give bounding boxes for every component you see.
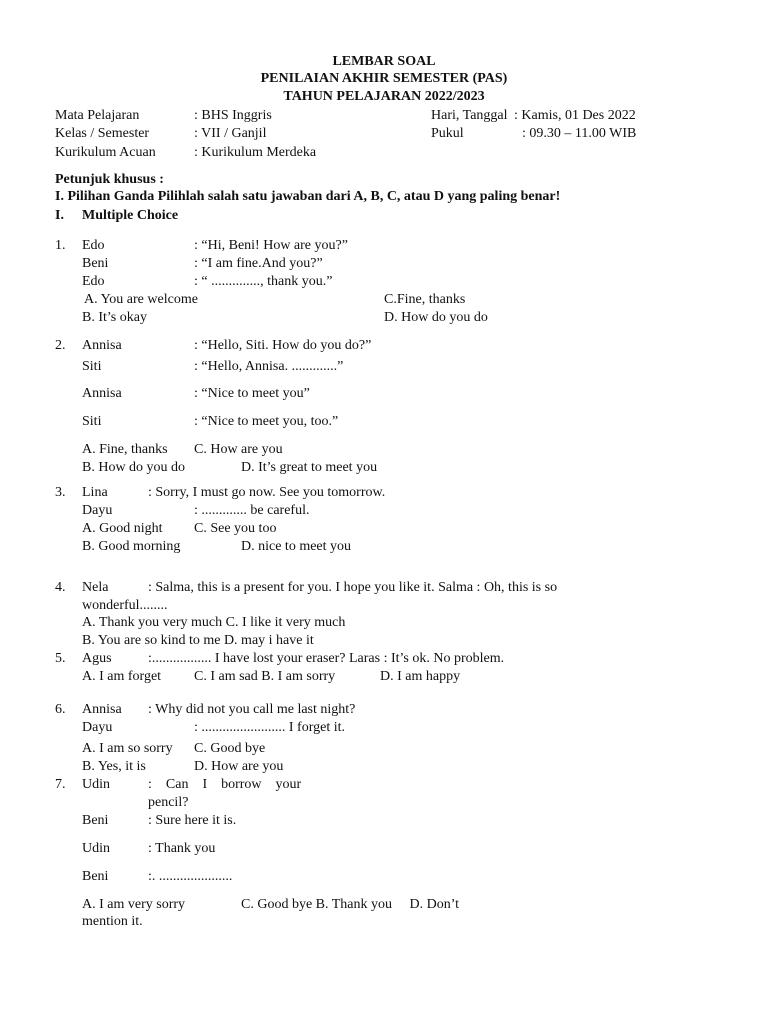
subject-label: Mata Pelajaran bbox=[55, 108, 140, 123]
time-value: : 09.30 – 11.00 WIB bbox=[522, 126, 637, 141]
dialogue-line: : “Nice to meet you” bbox=[194, 386, 310, 401]
speaker: Udin bbox=[82, 841, 110, 856]
date-value: : Kamis, 01 Des 2022 bbox=[514, 108, 636, 123]
question-number: 6. bbox=[55, 702, 66, 717]
dialogue-line: : “Nice to meet you, too.” bbox=[194, 414, 339, 429]
speaker: Edo bbox=[82, 238, 105, 253]
speaker: Annisa bbox=[82, 386, 122, 401]
option-a[interactable]: A. I am forget bbox=[82, 669, 162, 684]
instructions-heading: Petunjuk khusus : bbox=[55, 172, 164, 187]
option-b[interactable]: B. Good morning bbox=[82, 539, 181, 554]
speaker: Annisa bbox=[82, 702, 122, 717]
speaker: Beni bbox=[82, 813, 109, 828]
dialogue-line: : “Hi, Beni! How are you?” bbox=[194, 238, 348, 253]
speaker: Udin bbox=[82, 777, 110, 792]
speaker: Siti bbox=[82, 359, 102, 374]
dialogue-line: : Sure here it is. bbox=[148, 813, 237, 828]
curriculum-value: : Kurikulum Merdeka bbox=[194, 145, 317, 160]
option-d[interactable]: D. I am happy bbox=[380, 669, 461, 684]
dialogue-line: : “I am fine.And you?” bbox=[194, 256, 323, 271]
question-number: 1. bbox=[55, 238, 66, 253]
dialogue-line: :. ..................... bbox=[148, 869, 233, 884]
title-lembar-soal: LEMBAR SOAL bbox=[332, 54, 436, 69]
class-label: Kelas / Semester bbox=[55, 126, 150, 141]
section-title: Multiple Choice bbox=[82, 208, 179, 223]
dialogue-line-continued: wonderful........ bbox=[82, 598, 168, 613]
option-c[interactable]: C. See you too bbox=[194, 521, 277, 536]
options-c-b[interactable]: C. I am sad B. I am sorry bbox=[194, 669, 336, 684]
dialogue-line: : ............. be careful. bbox=[194, 503, 310, 518]
question-number: 4. bbox=[55, 580, 66, 595]
option-d-continued[interactable]: mention it. bbox=[82, 914, 143, 929]
option-d[interactable]: D. How do you do bbox=[384, 310, 488, 325]
class-value: : VII / Ganjil bbox=[194, 126, 267, 141]
dialogue-line: : “Hello, Siti. How do you do?” bbox=[194, 338, 372, 353]
section-number: I. bbox=[55, 208, 64, 223]
dialogue-line: :................. I have lost your eraser? Laras : It’s ok. No problem. bbox=[148, 651, 505, 666]
option-a[interactable]: A. I am so sorry bbox=[82, 741, 173, 756]
dialogue-line: : Sorry, I must go now. See you tomorrow. bbox=[148, 485, 386, 500]
title-tahun-pelajaran: TAHUN PELAJARAN 2022/2023 bbox=[283, 89, 485, 104]
dialogue-line: : Salma, this is a present for you. I hope you like it. Salma : Oh, this is so bbox=[148, 580, 558, 595]
option-b[interactable]: B. Yes, it is bbox=[82, 759, 146, 774]
option-a[interactable]: A. Good night bbox=[82, 521, 163, 536]
speaker: Siti bbox=[82, 414, 102, 429]
speaker: Beni bbox=[82, 256, 109, 271]
option-d[interactable]: D. It’s great to meet you bbox=[241, 460, 378, 475]
options-a-c[interactable]: A. Thank you very much C. I like it very much bbox=[82, 615, 346, 630]
options-b-d[interactable]: B. You are so kind to me D. may i have it bbox=[82, 633, 314, 648]
question-number: 5. bbox=[55, 651, 66, 666]
option-b[interactable]: B. How do you do bbox=[82, 460, 186, 475]
option-a[interactable]: A. I am very sorry bbox=[82, 897, 186, 912]
dialogue-line: : ........................ I forget it. bbox=[194, 720, 346, 735]
option-c[interactable]: C. Good bye bbox=[194, 741, 266, 756]
option-c[interactable]: C.Fine, thanks bbox=[384, 292, 466, 307]
speaker: Lina bbox=[82, 485, 108, 500]
option-c[interactable]: C. How are you bbox=[194, 442, 283, 457]
option-d[interactable]: D. How are you bbox=[194, 759, 284, 774]
subject-value: : BHS Inggris bbox=[194, 108, 272, 123]
option-a[interactable]: A. You are welcome bbox=[84, 292, 198, 307]
question-number: 7. bbox=[55, 777, 66, 792]
dialogue-line: : “Hello, Annisa. .............” bbox=[194, 359, 344, 374]
question-number: 3. bbox=[55, 485, 66, 500]
option-b[interactable]: B. It’s okay bbox=[82, 310, 147, 325]
dialogue-line: : Why did not you call me last night? bbox=[148, 702, 356, 717]
speaker: Beni bbox=[82, 869, 109, 884]
dialogue-line: : Can I borrow your bbox=[148, 777, 302, 792]
option-d[interactable]: D. nice to meet you bbox=[241, 539, 352, 554]
question-number: 2. bbox=[55, 338, 66, 353]
time-label: Pukul bbox=[431, 126, 464, 141]
dialogue-line: : Thank you bbox=[148, 841, 216, 856]
instructions-line: I. Pilihan Ganda Pilihlah salah satu jawaban dari A, B, C, atau D yang paling benar! bbox=[55, 189, 561, 204]
speaker: Annisa bbox=[82, 338, 122, 353]
title-penilaian: PENILAIAN AKHIR SEMESTER (PAS) bbox=[260, 71, 508, 86]
curriculum-label: Kurikulum Acuan bbox=[55, 145, 156, 160]
speaker: Nela bbox=[82, 580, 109, 595]
speaker: Dayu bbox=[82, 503, 113, 518]
dialogue-line-continued: pencil? bbox=[148, 795, 189, 810]
speaker: Dayu bbox=[82, 720, 113, 735]
date-label: Hari, Tanggal bbox=[431, 108, 508, 123]
speaker: Agus bbox=[82, 651, 112, 666]
option-a[interactable]: A. Fine, thanks bbox=[82, 442, 168, 457]
options-c-b-d[interactable]: C. Good bye B. Thank you D. Don’t bbox=[241, 897, 460, 912]
dialogue-line: : “ .............., thank you.” bbox=[194, 274, 333, 289]
speaker: Edo bbox=[82, 274, 105, 289]
